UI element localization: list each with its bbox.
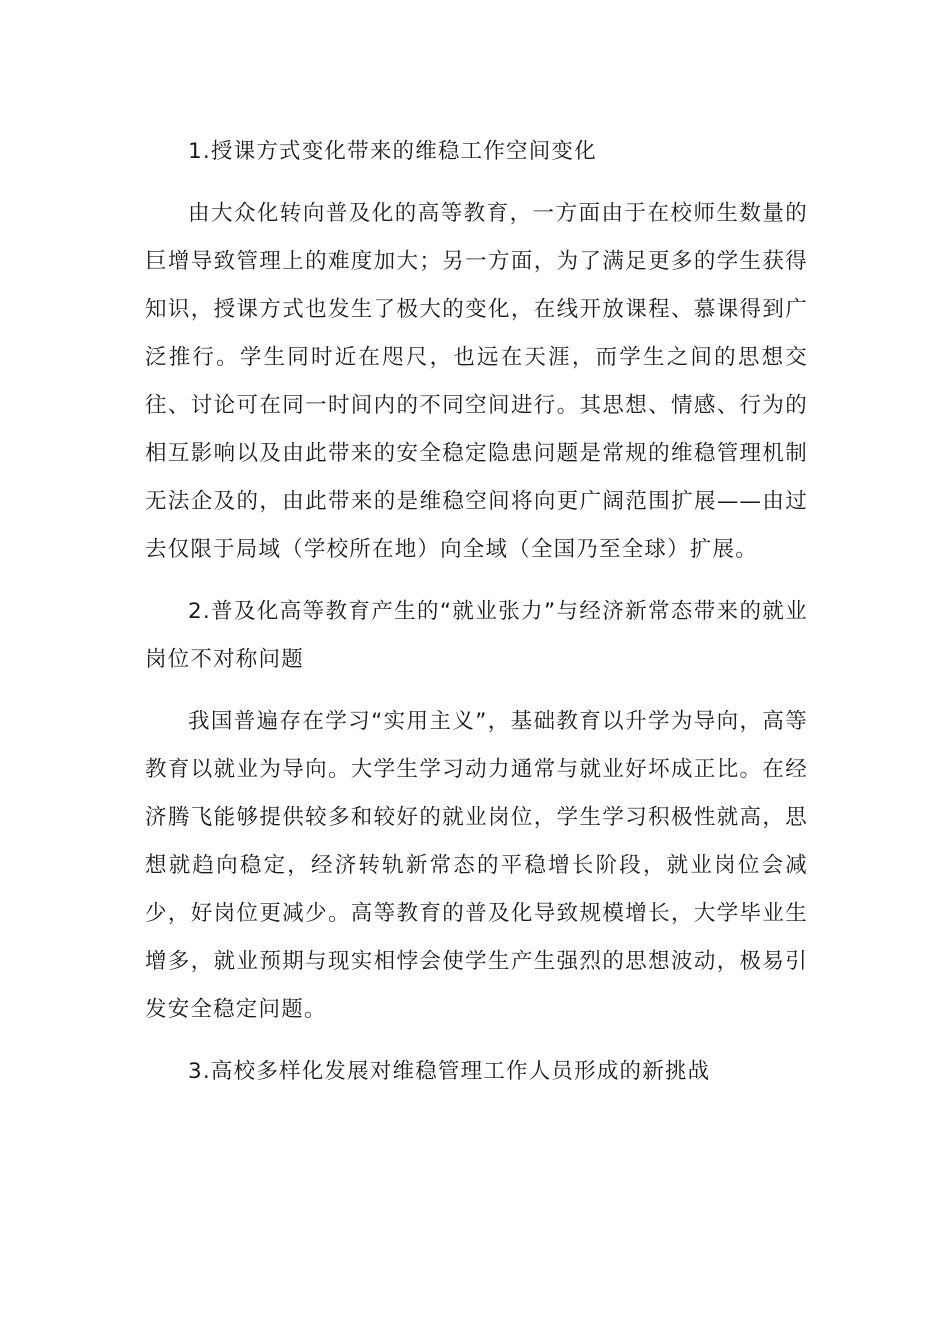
section-3-heading: 3.高校多样化发展对维稳管理工作人员形成的新挑战 <box>188 1059 711 1084</box>
section-2-paragraph: 我国普遍存在学习“实用主义”，基础教育以升学为导向，高等教育以就业为导向。大学生学习动力通常与就业好坏成正比。在经济腾飞能够提供较多和较好的就业岗位，学生学习积极性就高，思想就趋向稳定，经济转轨新常态的平稳增长阶段，就业岗位会减少，好岗位更减少。高等教育的普及化导致规模增长，大学毕业生增多，就业预期与现实相悖会使学生产生强烈的思想波动，极易引发安全稳定问题。 <box>145 709 808 1022</box>
section-2-heading: 2.普及化高等教育产生的“就业张力”与经济新常态带来的就业岗位不对称问题 <box>145 599 808 672</box>
section-1-paragraph: 由大众化转向普及化的高等教育，一方面由于在校师生数量的巨增导致管理上的难度加大；另一方面，为了满足更多的学生获得知识，授课方式也发生了极大的变化，在线开放课程、慕课得到广泛推行。学生同时近在咫尺，也远在天涯，而学生之间的思想交往、讨论可在同一时间内的不同空间进行。其思想、情感、行为的相互影响以及由此带来的安全稳定隐患问题是常规的维稳管理机制无法企及的，由此带来的是维稳空间将向更广阔范围扩展——由过去仅限于局域（学校所在地）向全域（全国乃至全球）扩展。 <box>145 201 808 562</box>
section-1-heading: 1.授课方式变化带来的维稳工作空间变化 <box>188 139 597 164</box>
document-body <box>145 128 808 1110</box>
